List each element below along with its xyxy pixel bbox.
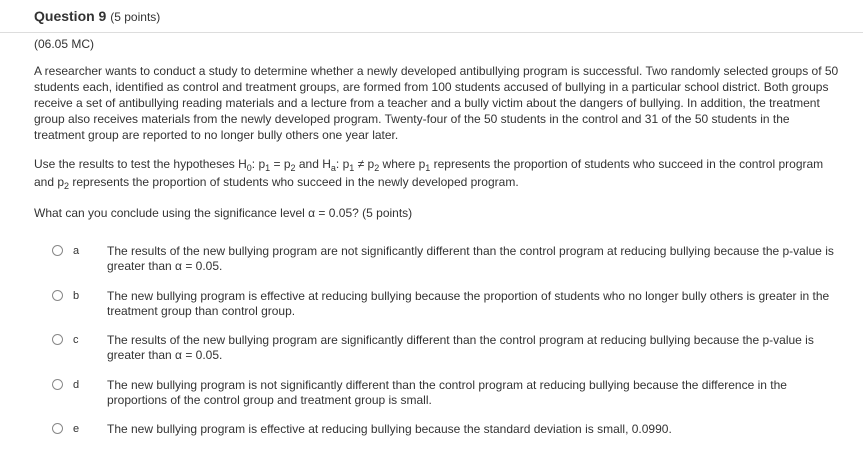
option-letter-c: c: [73, 334, 79, 346]
radio-button-a[interactable]: [52, 245, 63, 256]
question-points: (5 points): [110, 10, 161, 24]
option-letter-b: b: [73, 290, 80, 302]
radio-button-d[interactable]: [52, 379, 63, 390]
option-text-e[interactable]: The new bullying program is effective at reducing bullying because the standard deviation is small, 0.0990.: [107, 422, 672, 436]
option-a[interactable]: [0, 242, 863, 282]
option-text-c[interactable]: The results of the new bullying program are significantly different than the control program at reducing bullying because the p-value is greater than α = 0.05.: [107, 333, 814, 362]
question-title: [34, 8, 160, 24]
radio-button-b[interactable]: [52, 290, 63, 301]
option-letter-a: a: [73, 245, 80, 257]
option-d[interactable]: [0, 376, 863, 416]
radio-button-e[interactable]: [52, 423, 63, 434]
option-text-b[interactable]: The new bullying program is effective at reducing bullying because the proportion of students who no longer bully others is greater in the treatment group than control group.: [107, 289, 830, 318]
option-letter-d: d: [73, 379, 80, 391]
option-e[interactable]: [0, 420, 863, 460]
question-code: (06.05 MC): [34, 37, 95, 51]
question-prompt: What can you conclude using the significance level α = 0.05? (5 points): [34, 206, 413, 220]
option-c[interactable]: [0, 331, 863, 371]
radio-button-c[interactable]: [52, 334, 63, 345]
scenario-text: A researcher wants to conduct a study to determine whether a newly developed antibullying program is successful. Two randomly selected groups of 50 students each, identified as control and treatment groups, are formed from 100 students accused of bullying in a particular school district. Both groups receive a set of antibullying reading materials and a lecture from a teacher and a bully victim about the dangers of bullying. In addition, the treatment group also receives materials from the newly developed program. Twenty-four of the 50 students in the control and 31 of the 50 students in the treatment group are reported to no longer bully others one year later.: [34, 64, 839, 142]
question-number: Question 9: [34, 8, 107, 24]
option-b[interactable]: [0, 287, 863, 327]
option-letter-e: e: [73, 423, 80, 435]
question-header: [0, 0, 863, 33]
option-text-a[interactable]: The results of the new bullying program are not significantly different than the control program at reducing bullying because the p-value is greater than α = 0.05.: [107, 244, 834, 273]
hypotheses-text: Use the results to test the hypotheses $H_0$: $p_1 = p_2$ and $H_a$: $p_1 \ne p_2$ where $p_1$ represents the proportion of students who succeed in the control program and $p_2$ represents the proportion of students who succeed in the newly developed program.: [34, 157, 824, 191]
option-text-d[interactable]: The new bullying program is not significantly different than the control program at reducing bullying because the difference in the proportions of the control group and treatment group is small.: [107, 378, 787, 407]
